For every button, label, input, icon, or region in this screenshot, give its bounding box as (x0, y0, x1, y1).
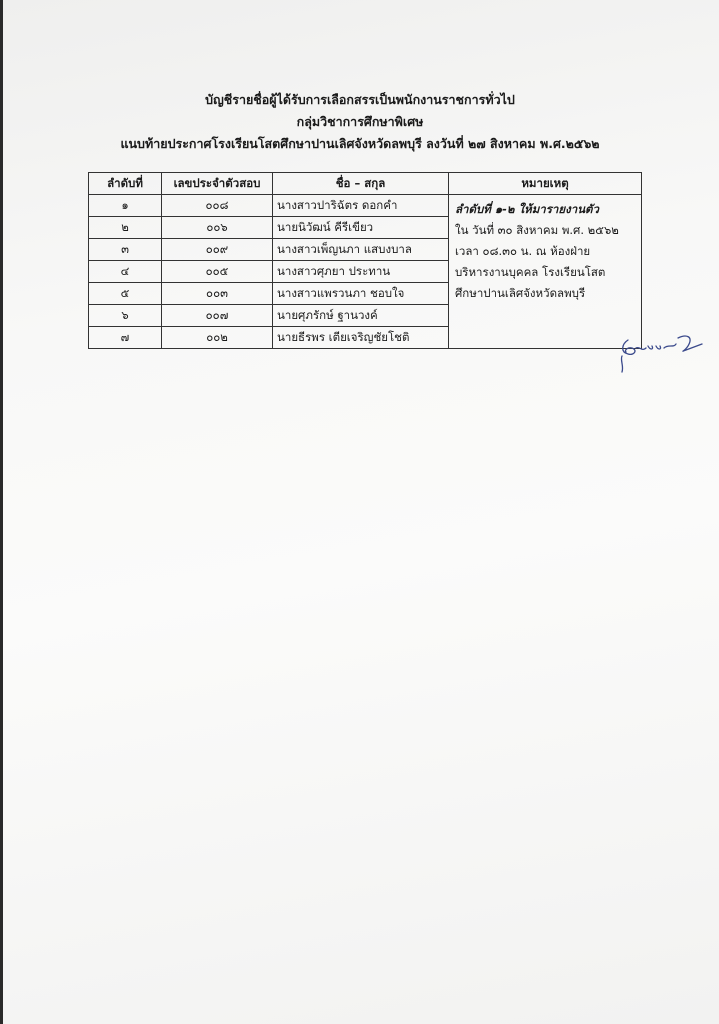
cell-exam-id: ๐๐๗ (162, 305, 273, 327)
col-header-exam-id: เลขประจำตัวสอบ (162, 173, 273, 195)
cell-no: ๗ (89, 327, 162, 349)
remark-line: ใน วันที่ ๓๐ สิงหาคม พ.ศ. ๒๕๖๒ (455, 223, 619, 237)
cell-exam-id: ๐๐๒ (162, 327, 273, 349)
remark-line: บริหารงานบุคคล โรงเรียนโสต (455, 265, 606, 279)
cell-name: นางสาวเพ็ญนภา แสบงบาล (273, 239, 449, 261)
cell-no: ๑ (89, 195, 162, 217)
cell-name: นางสาวปาริฉัตร ดอกคำ (273, 195, 449, 217)
col-header-remark: หมายเหตุ (449, 173, 642, 195)
col-header-no: ลำดับที่ (89, 173, 162, 195)
remark-line: ศึกษาปานเลิศจังหวัดลพบุรี (455, 286, 586, 300)
cell-no: ๔ (89, 261, 162, 283)
remark-heading: ลำดับที่ ๑-๒ ให้มารายงานตัว (455, 202, 599, 216)
cell-no: ๕ (89, 283, 162, 305)
cell-exam-id: ๐๐๓ (162, 283, 273, 305)
cell-exam-id: ๐๐๙ (162, 239, 273, 261)
table-row (89, 195, 642, 217)
document-subtitle: กลุ่มวิชาการศึกษาพิเศษ (296, 114, 424, 129)
cell-exam-id: ๐๐๘ (162, 195, 273, 217)
cell-name: นายศุภรักษ์ ฐานวงค์ (273, 305, 449, 327)
cell-exam-id: ๐๐๕ (162, 261, 273, 283)
page-edge (0, 0, 3, 1024)
cell-no: ๓ (89, 239, 162, 261)
cell-no: ๖ (89, 305, 162, 327)
remark-cell (449, 195, 642, 349)
col-header-name: ชื่อ – สกุล (273, 173, 449, 195)
table-header-row (89, 173, 642, 195)
cell-exam-id: ๐๐๖ (162, 217, 273, 239)
cell-name: นายธีรพร เตียเจริญชัยโชติ (273, 327, 449, 349)
handwritten-signature (614, 326, 706, 376)
cell-name: นางสาวแพรวนภา ชอบใจ (273, 283, 449, 305)
cell-no: ๒ (89, 217, 162, 239)
document-reference: แนบท้ายประกาศโรงเรียนโสตศึกษาปานเลิศจังหวัดลพบุรี ลงวันที่ ๒๗ สิงหาคม พ.ศ.๒๕๖๒ (120, 136, 600, 151)
document-title: บัญชีรายชื่อผู้ได้รับการเลือกสรรเป็นพนักงานราชการทั่วไป (205, 92, 515, 107)
cell-name: นายนิวัฒน์ คีรีเขียว (273, 217, 449, 239)
cell-name: นางสาวศุภยา ประทาน (273, 261, 449, 283)
candidate-table (88, 172, 642, 349)
remark-line: เวลา ๐๘.๓๐ น. ณ ห้องฝ่าย (455, 244, 591, 258)
